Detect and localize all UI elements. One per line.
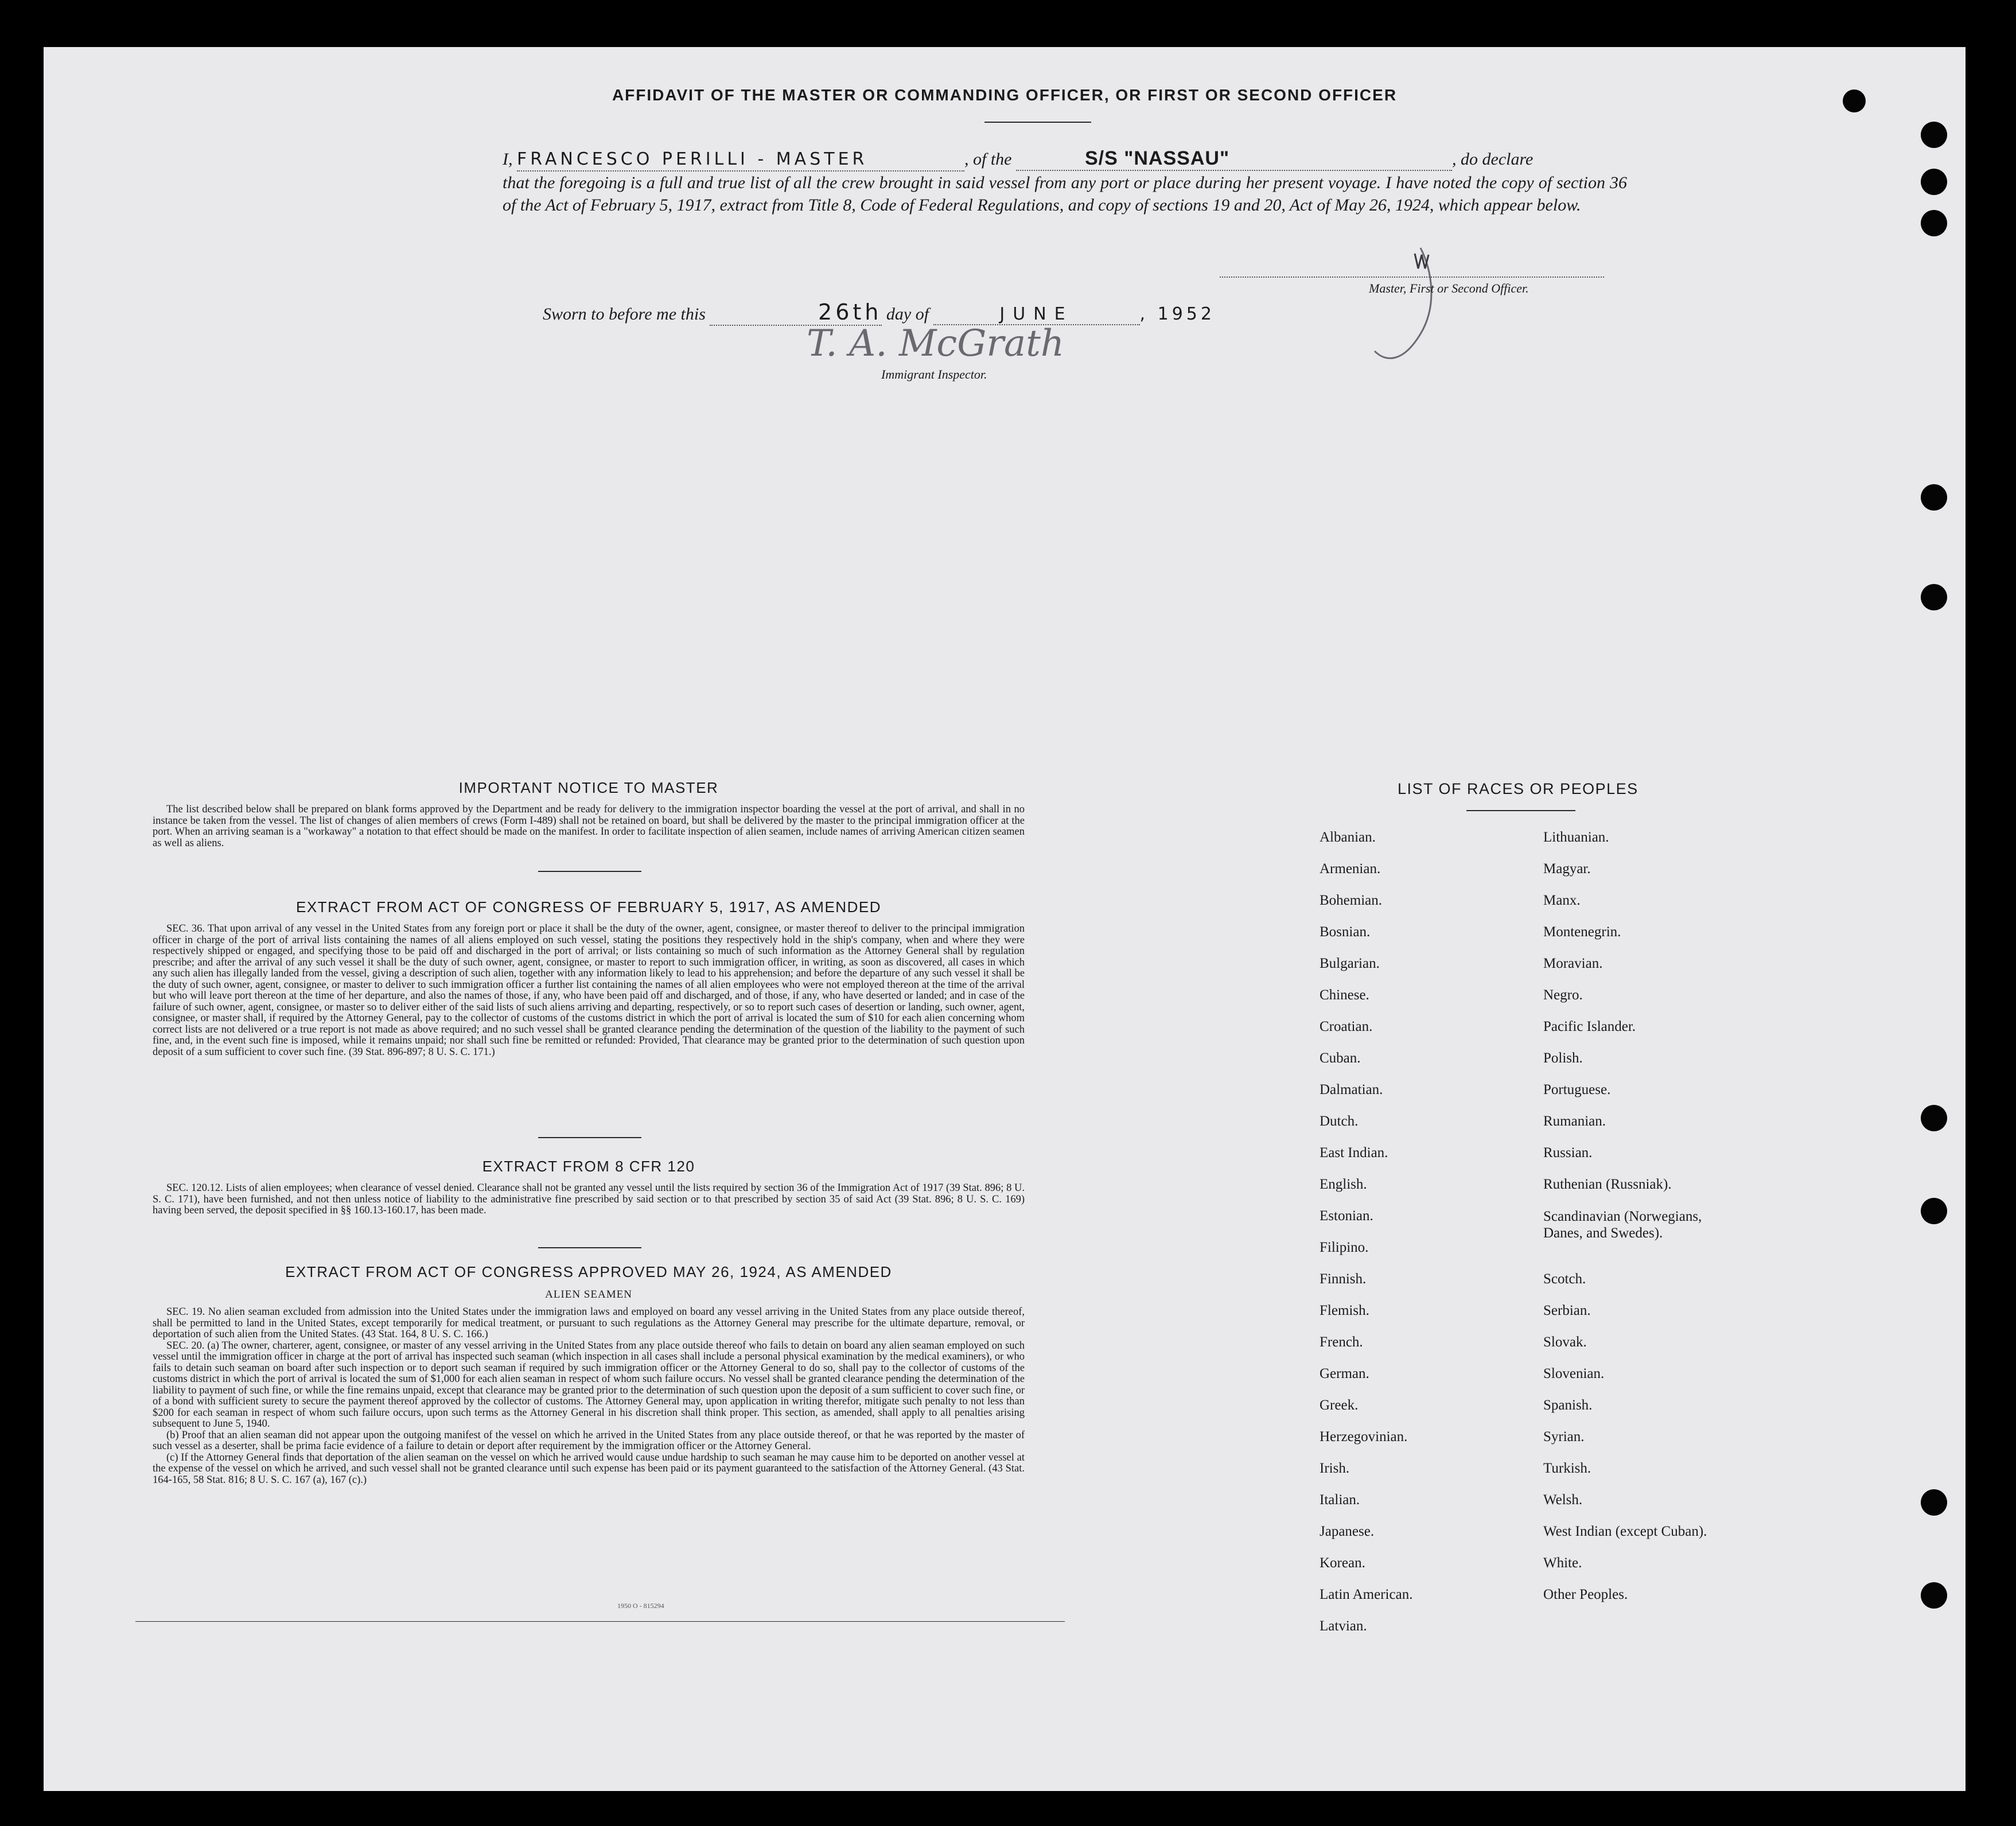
race-item: Latin American.	[1320, 1587, 1413, 1602]
notice-text	[153, 804, 1025, 849]
race-item: Serbian.	[1543, 1303, 1591, 1318]
punch-hole	[1921, 1489, 1947, 1516]
race-item: Croatian.	[1320, 1019, 1373, 1034]
ship-name-field: S/S "NASSAU"	[1016, 147, 1452, 171]
inspector-signature: T. A. McGrath	[807, 322, 1065, 365]
affidavit-title: AFFIDAVIT OF THE MASTER OR COMMANDING OFFICER, OR FIRST OR SECOND OFFICER	[612, 86, 1398, 104]
title-divider	[984, 122, 1091, 123]
extract-1917-text	[153, 924, 1025, 1058]
sec20c-paragraph: (c) If the Attorney General finds that deportation of the alien seaman on the vessel on which he arrived would cause undue hardship to such seaman he may cause him to be deported on another vessel at the expense of the vessel on which he arrived, and such vessel shall not be granted clearance until such expense has been paid or its payment guaranteed to the satisfaction of the Attorney General. (43 Stat. 164-165, 58 Stat. 816; 8 U. S. C. 167 (a), 167 (c).)	[153, 1451, 1025, 1486]
bottom-rule	[135, 1621, 1065, 1622]
race-item: Scotch.	[1543, 1271, 1586, 1287]
race-item: Ruthenian (Russniak).	[1543, 1177, 1672, 1192]
declaration-prefix: I,	[503, 150, 513, 169]
race-item: Chinese.	[1320, 987, 1369, 1003]
race-item: Dutch.	[1320, 1113, 1359, 1129]
signature-caption: Master, First or Second Officer.	[1369, 281, 1529, 295]
sworn-month-field: JUNE	[933, 304, 1140, 325]
section-divider	[538, 1137, 641, 1138]
race-item: Dalmatian.	[1320, 1082, 1383, 1097]
extract-cfr-text	[153, 1183, 1025, 1217]
sworn-prefix: Sworn to before me this	[543, 305, 706, 324]
extract-1924-heading: EXTRACT FROM ACT OF CONGRESS APPROVED MAY 26, 1924, AS AMENDED	[285, 1263, 892, 1280]
race-item: Manx.	[1543, 893, 1581, 908]
race-item: Negro.	[1543, 987, 1583, 1003]
race-item: Japanese.	[1320, 1524, 1375, 1539]
section-divider	[538, 871, 641, 872]
punch-hole	[1921, 1582, 1947, 1609]
race-item: Irish.	[1320, 1461, 1350, 1476]
print-code: 1950 O - 815294	[617, 1602, 664, 1610]
races-column-2	[1543, 821, 1738, 1610]
race-item: Montenegrin.	[1543, 924, 1621, 940]
declaration-text	[503, 147, 1627, 216]
race-item: Cuban.	[1320, 1050, 1361, 1066]
declaration-of-the: , of the	[964, 150, 1012, 169]
race-item: Magyar.	[1543, 861, 1591, 877]
race-item: Korean.	[1320, 1555, 1365, 1571]
extract-1924-text	[153, 1307, 1025, 1486]
race-item: Syrian.	[1543, 1429, 1585, 1445]
race-item: French.	[1320, 1334, 1363, 1350]
race-item: Finnish.	[1320, 1271, 1367, 1287]
sworn-day-field: 26th	[710, 299, 882, 326]
race-item: Slovak.	[1543, 1334, 1587, 1350]
race-item: Latvian.	[1320, 1618, 1367, 1634]
race-item: Portuguese.	[1543, 1082, 1611, 1097]
race-item: Filipino.	[1320, 1240, 1369, 1255]
race-item: Turkish.	[1543, 1461, 1591, 1476]
race-item: Slovenian.	[1543, 1366, 1605, 1381]
punch-hole	[1921, 122, 1947, 148]
punch-hole	[1921, 210, 1947, 236]
punch-hole	[1921, 169, 1947, 195]
extract-1917-heading: EXTRACT FROM ACT OF CONGRESS OF FEBRUARY 5, 1917, AS AMENDED	[296, 898, 881, 916]
race-item: Moravian.	[1543, 956, 1603, 971]
races-column-1	[1320, 821, 1412, 1642]
punch-hole	[1921, 1198, 1947, 1224]
race-item: Greek.	[1320, 1397, 1359, 1413]
notice-heading: IMPORTANT NOTICE TO MASTER	[458, 779, 719, 796]
declaration-suffix: , do declare	[1452, 150, 1534, 169]
race-item: Lithuanian.	[1543, 830, 1609, 845]
race-item: Italian.	[1320, 1492, 1360, 1508]
race-item: Flemish.	[1320, 1303, 1369, 1318]
races-heading: LIST OF RACES OR PEOPLES	[1398, 780, 1639, 797]
races-divider	[1466, 810, 1575, 811]
master-name-field: FRANCESCO PERILLI - MASTER	[517, 148, 964, 172]
sworn-year-field: , 1952	[1139, 304, 1215, 324]
race-item: West Indian (except Cuban).	[1543, 1524, 1707, 1539]
declaration-body: that the foregoing is a full and true list of all the crew brought in said vessel from any port or place during her present voyage. I have noted the copy of section 36 of the Act of February 5, 1917, extract from Title 8, Code of Federal Regulations, and copy of sections 19 and 20, Act of May 26, 1924, which appear below.	[503, 173, 1627, 215]
punch-hole	[1921, 484, 1947, 511]
sec20a-paragraph: SEC. 20. (a) The owner, charterer, agent, consignee, or master of any vessel arriving in the United States from any place outside thereof who fails to detain on board any alien seaman employed on such vessel until the immigration officer in charge at the port of arrival has inspected such seaman (which inspection in all cases shall include a personal physical examination by the medical examiners), or who fails to detain such seaman on board after such inspection or to deport such seaman if required by such immigration officer or the Attorney General to do so, shall pay to the collector of customs of the customs district in which the port of arrival is located the sum of $1,000 for each alien seaman in respect of whom such failure occurs. No vessel shall be granted clearance pending the determination of the liability to payment of such fine, or while the fine remains unpaid, except that clearance may be granted prior to the determination of such question upon the deposit of a sum sufficient to cover such fine, or of a bond with sufficient surety to secure the payment thereof approved by the collector of customs. The Attorney General may, upon application in writing therefor, mitigate such penalty to not less than $200 for each seaman in respect of whom such failure occurs, upon such terms as the Attorney General in his discretion shall think proper. This section, as amended, shall apply to all penalties arising subsequent to June 5, 1940.	[153, 1340, 1025, 1430]
extract-1917-paragraph: SEC. 36. That upon arrival of any vessel in the United States from any foreign port or place it shall be the duty of the owner, agent, consignee, or master thereof to deliver to the principal immigration officer in charge of the port of arrival lists containing the names of all aliens employed on such vessel, stating the positions they respectively hold in the ship's company, when and where they were respectively shipped or engaged, and specifying those to be paid off and discharged in the port of arrival; or lists containing so much of such information as the Attorney General shall by regulation prescribe; and after the arrival of any such vessel it shall be the duty of such owner, agent, consignee, or master to report to such immigration officer, in writing, as soon as discovered, all cases in which any such alien has illegally landed from the vessel, giving a description of such alien, together with any information likely to lead to his apprehension; and before the departure of any such vessel it shall be the duty of such owner, agent, consignee, or master to deliver to such immigration officer a further list containing the names of all alien employees who were not employed thereon at the time of the arrival but who will leave port thereon at the time of her departure, and also the names of those, if any, who have been paid off and discharged, and of those, if any, who have deserted or landed; and in case of the failure of such owner, agent, consignee, or master so to deliver either of the said lists of such aliens arriving and departing, respectively, or so to report such cases of desertion or landing, such owner, agent, consignee, or master shall, if required by the Attorney General, pay to the collector of customs of the customs district in which the port of arrival is located the sum of $10 for each alien concerning whom correct lists are not delivered or a true report is not made as above required; and no such vessel shall be granted clearance pending the determination of the question of the liability to the payment of such fine, and, in the event such fine is imposed, while it remains unpaid; nor shall such fine be remitted or refunded: Provided, That clearance may be granted prior to the determination of such question upon deposit of a sum sufficient to cover such fine. (39 Stat. 896-897; 8 U. S. C. 171.)	[153, 923, 1025, 1058]
race-item: Bulgarian.	[1320, 956, 1380, 971]
punch-hole	[1921, 584, 1947, 610]
sec19-paragraph: SEC. 19. No alien seaman excluded from admission into the United States under the immigration laws and employed on board any vessel arriving in the United States from any place outside thereof, shall be permitted to land in the United States, except temporarily for medical treatment, or pursuant to such regulations as the Attorney General may prescribe for the ultimate departure, removal, or deportation of such alien from the United States. (43 Stat. 164, 8 U. S. C. 166.)	[153, 1306, 1025, 1340]
document-page	[44, 47, 1966, 1791]
extract-cfr-heading: EXTRACT FROM 8 CFR 120	[482, 1158, 695, 1175]
race-item: Bohemian.	[1320, 893, 1383, 908]
race-item: Scandinavian (Norwegians, Danes, and Swedes).	[1543, 1209, 1702, 1241]
punch-hole	[1921, 1105, 1947, 1131]
notice-paragraph: The list described below shall be prepared on blank forms approved by the Department and be ready for delivery to the immigration inspector boarding the vessel at the port of arrival, and shall in no instance be taken from the vessel. The list of changes of alien members of crews (Form I-489) shall not be retained on board, but shall be delivered by the master to the principal immigration officer at the port. When an arriving seaman is a "workaway" a notation to that effect should be made on the manifest. In order to facilitate inspection of alien seamen, include names of arriving American citizen seamen as well as aliens.	[153, 804, 1025, 849]
race-item: Armenian.	[1320, 861, 1381, 877]
race-item: Polish.	[1543, 1050, 1583, 1066]
extract-cfr-paragraph: SEC. 120.12. Lists of alien employees; when clearance of vessel denied. Clearance shall not be granted any vessel until the lists required by section 36 of the Immigration Act of 1917 (39 Stat. 896; 8 U. S. C. 171), have been furnished, and not then unless notice of liability to the administrative fine prescribed by said section or to that prescribed by section 35 of said Act (39 Stat. 896; 8 U. S. C. 169) having been served, the deposit specified in §§ 160.13-160.17, has been made.	[153, 1182, 1025, 1216]
race-item: Herzegovinian.	[1320, 1429, 1408, 1445]
race-item: Spanish.	[1543, 1397, 1593, 1413]
extract-1924-subheading: ALIEN SEAMEN	[545, 1288, 632, 1301]
race-item: Other Peoples.	[1543, 1587, 1628, 1602]
race-item: East Indian.	[1320, 1145, 1388, 1161]
race-item: Rumanian.	[1543, 1113, 1606, 1129]
race-item: White.	[1543, 1555, 1582, 1571]
race-item: Pacific Islander.	[1543, 1019, 1636, 1034]
inspector-caption: Immigrant Inspector.	[881, 367, 987, 381]
race-item: German.	[1320, 1366, 1369, 1381]
race-item: Welsh.	[1543, 1492, 1583, 1508]
race-item: Bosnian.	[1320, 924, 1371, 940]
race-item: English.	[1320, 1177, 1367, 1192]
section-divider	[538, 1247, 641, 1248]
race-item: Albanian.	[1320, 830, 1376, 845]
master-signature-scribble	[1352, 236, 1489, 371]
race-item: Russian.	[1543, 1145, 1593, 1161]
sec20b-paragraph: (b) Proof that an alien seaman did not appear upon the outgoing manifest of the vessel on which he arrived in the United States from any place outside thereof, or that he was reported by the master of such vessel as a deserter, shall be prima facie evidence of a failure to detain or deport after requirement by the immigration officer or the Attorney General.	[153, 1429, 1025, 1452]
race-item: Estonian.	[1320, 1208, 1373, 1224]
sworn-day-of: day of	[886, 305, 929, 324]
